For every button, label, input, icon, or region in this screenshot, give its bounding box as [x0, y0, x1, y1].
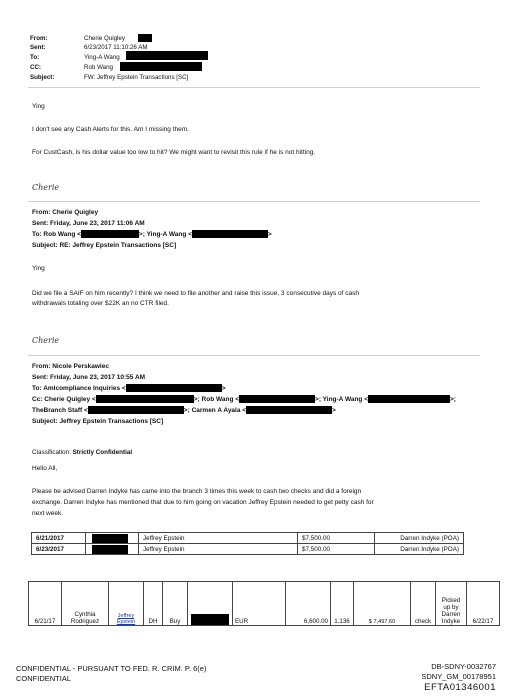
cell-amount: 6,600.00 — [286, 582, 331, 626]
cell-usd — [354, 582, 411, 626]
cell-party: Darren Indyke (POA) — [375, 533, 464, 544]
footer-left-line2: CONFIDENTIAL — [16, 674, 72, 683]
cell-amount: $7,500.00 — [298, 533, 375, 544]
table-row — [29, 582, 500, 626]
cell-date: 6/23/2017 — [32, 544, 86, 555]
employee-last: Rodriguez — [70, 618, 100, 625]
cell-pickup-date: 6/22/17 — [467, 582, 500, 626]
cell-party: Darren Indyke (POA) — [375, 544, 464, 555]
pickup-line: Darren — [441, 611, 461, 618]
usd-amount: 7,497.60 — [373, 619, 396, 625]
cell-name: Jeffrey Epstein — [139, 544, 298, 555]
transactions-table — [31, 532, 464, 555]
cell-code: DH — [144, 582, 163, 626]
msg2-signature: Cherie — [32, 336, 60, 345]
msg2-to-part: > — [267, 231, 272, 238]
cell-date: 6/21/2017 — [32, 533, 86, 544]
divider — [28, 87, 480, 88]
redaction — [126, 384, 222, 392]
msg2-to-part: >; Ying-A Wang < — [138, 231, 192, 238]
msg2-body-line2: withdrawals totaling over $22K an no CTR filed. — [32, 300, 169, 307]
msg2-sent: Sent: Friday, June 23, 2017 11:06 AM — [32, 220, 145, 227]
redaction — [192, 230, 268, 238]
cell-currency: EUR — [233, 582, 286, 626]
msg3-cc2-part: TheBranch Staff < — [32, 407, 88, 414]
divider — [28, 355, 480, 356]
redaction — [138, 34, 152, 42]
to-label: To: — [30, 54, 40, 61]
fx-table — [28, 581, 500, 626]
cell-date: 6/21/17 — [29, 582, 62, 626]
from-value: Cherie Quigley — [84, 35, 125, 42]
subject-label: Subject: — [30, 74, 55, 81]
msg3-cc2-part: > — [332, 407, 336, 414]
msg3-body-line1: Please be advised Darren Indyke has came into the branch 3 times this week to cash two checks and did a foreign — [32, 488, 362, 495]
pickup-line: Picked — [441, 597, 461, 604]
cell-rate: 1.136 — [331, 582, 354, 626]
cell-name: Jeffrey Epstein — [139, 533, 298, 544]
cell-redacted — [86, 533, 139, 544]
redaction — [126, 51, 208, 60]
pickup-line: Indyke — [441, 618, 461, 625]
msg3-subject: Subject: Jeffrey Epstein Transactions [SC] — [32, 418, 164, 425]
msg3-body-line3: next week. — [32, 510, 64, 517]
msg2-subject: Subject: RE: Jeffrey Epstein Transactions [SC] — [32, 242, 177, 249]
footer-right-line2: SDNY_GM_00178951 — [421, 672, 496, 681]
msg3-cc-part: Cc: Cherie Quigley < — [32, 396, 96, 403]
cc-value: Rob Wang — [84, 64, 114, 71]
msg3-cc-part: >; Ying-A Wang < — [315, 396, 368, 403]
msg3-from: From: Nicole Perskawiec — [32, 363, 109, 370]
customer-first: Jeffrey — [117, 613, 135, 619]
pickup-line: up by — [443, 604, 459, 611]
redaction — [368, 395, 450, 403]
msg2-to — [32, 230, 272, 240]
footer-left-line1: CONFIDENTIAL - PURSUANT TO FED. R. CRIM. P. 6(e) — [16, 664, 207, 673]
table-row — [32, 533, 464, 544]
msg3-to — [32, 384, 226, 394]
subject-value: FW: Jeffrey Epstein Transactions [SC] — [84, 74, 189, 81]
cell-redacted — [188, 582, 233, 626]
cc-label: CC: — [30, 64, 41, 71]
sent-value: 6/23/2017 11:10:26 AM — [84, 44, 148, 51]
msg1-line1: I don't see any Cash Alerts for this. Am I missing them. — [32, 126, 189, 133]
msg2-from: From: Cherie Quigley — [32, 209, 99, 216]
msg2-greeting: Ying — [32, 265, 45, 272]
msg3-cc2 — [32, 406, 336, 416]
footer-bates-number: EFTA01346001 — [424, 682, 496, 693]
table-row — [32, 544, 464, 555]
redaction — [191, 614, 229, 625]
redaction — [96, 395, 194, 403]
cell-pickup — [436, 582, 467, 626]
msg3-hello: Hello All, — [32, 465, 58, 472]
cell-method: check — [411, 582, 436, 626]
divider — [28, 201, 480, 202]
to-value: Ying-A Wang — [84, 54, 120, 61]
msg3-to-part: > — [221, 385, 226, 392]
cell-type: Buy — [163, 582, 188, 626]
msg1-greeting: Ying — [32, 103, 45, 110]
usd-symbol: $ — [368, 619, 372, 625]
classification-label: Classification: — [32, 449, 71, 456]
msg2-body-line1: Did we file a SAIF on him recently? I think we need to file another and raise this issue, 3 consecutive days of cash — [32, 290, 359, 297]
msg2-to-part: To: Rob Wang < — [32, 231, 81, 238]
msg3-cc — [32, 395, 456, 405]
msg3-cc2-part: >; Carmen A Ayala < — [183, 407, 247, 414]
from-label: From: — [30, 35, 48, 42]
employee-first: Cynthia — [74, 611, 96, 618]
msg3-to-part: To: Amlcompliance Inquiries < — [32, 385, 126, 392]
msg1-signature: Cherie — [32, 183, 60, 192]
classification — [32, 448, 132, 458]
sent-label: Sent: — [30, 44, 46, 51]
cell-employee — [62, 582, 109, 626]
redaction — [92, 545, 128, 554]
msg3-cc-part: >; — [450, 396, 456, 403]
redaction — [239, 395, 315, 403]
msg3-body-line2: exchange. Darren Indyke has mentioned that due to him going on vacation Jeffrey Epstein needed to get petty cash for — [32, 499, 374, 506]
redaction — [81, 230, 139, 238]
footer-right-line1: DB-SDNY-0032767 — [431, 662, 496, 671]
cell-customer — [109, 582, 144, 626]
redaction — [92, 534, 128, 543]
msg3-cc-part: >; Rob Wang < — [193, 396, 240, 403]
classification-value: Strictly Confidential — [72, 449, 133, 456]
msg3-sent: Sent: Friday, June 23, 2017 10:55 AM — [32, 374, 146, 381]
customer-last: Epstein — [116, 619, 136, 625]
redaction — [120, 62, 202, 71]
redaction — [88, 406, 184, 414]
redaction — [246, 406, 332, 414]
cell-redacted — [86, 544, 139, 555]
cell-amount: $7,500.00 — [298, 544, 375, 555]
msg1-line2: For CustCash, is his dollar value too low to hit? We might want to revisit this rule if he is not hitting. — [32, 149, 316, 156]
